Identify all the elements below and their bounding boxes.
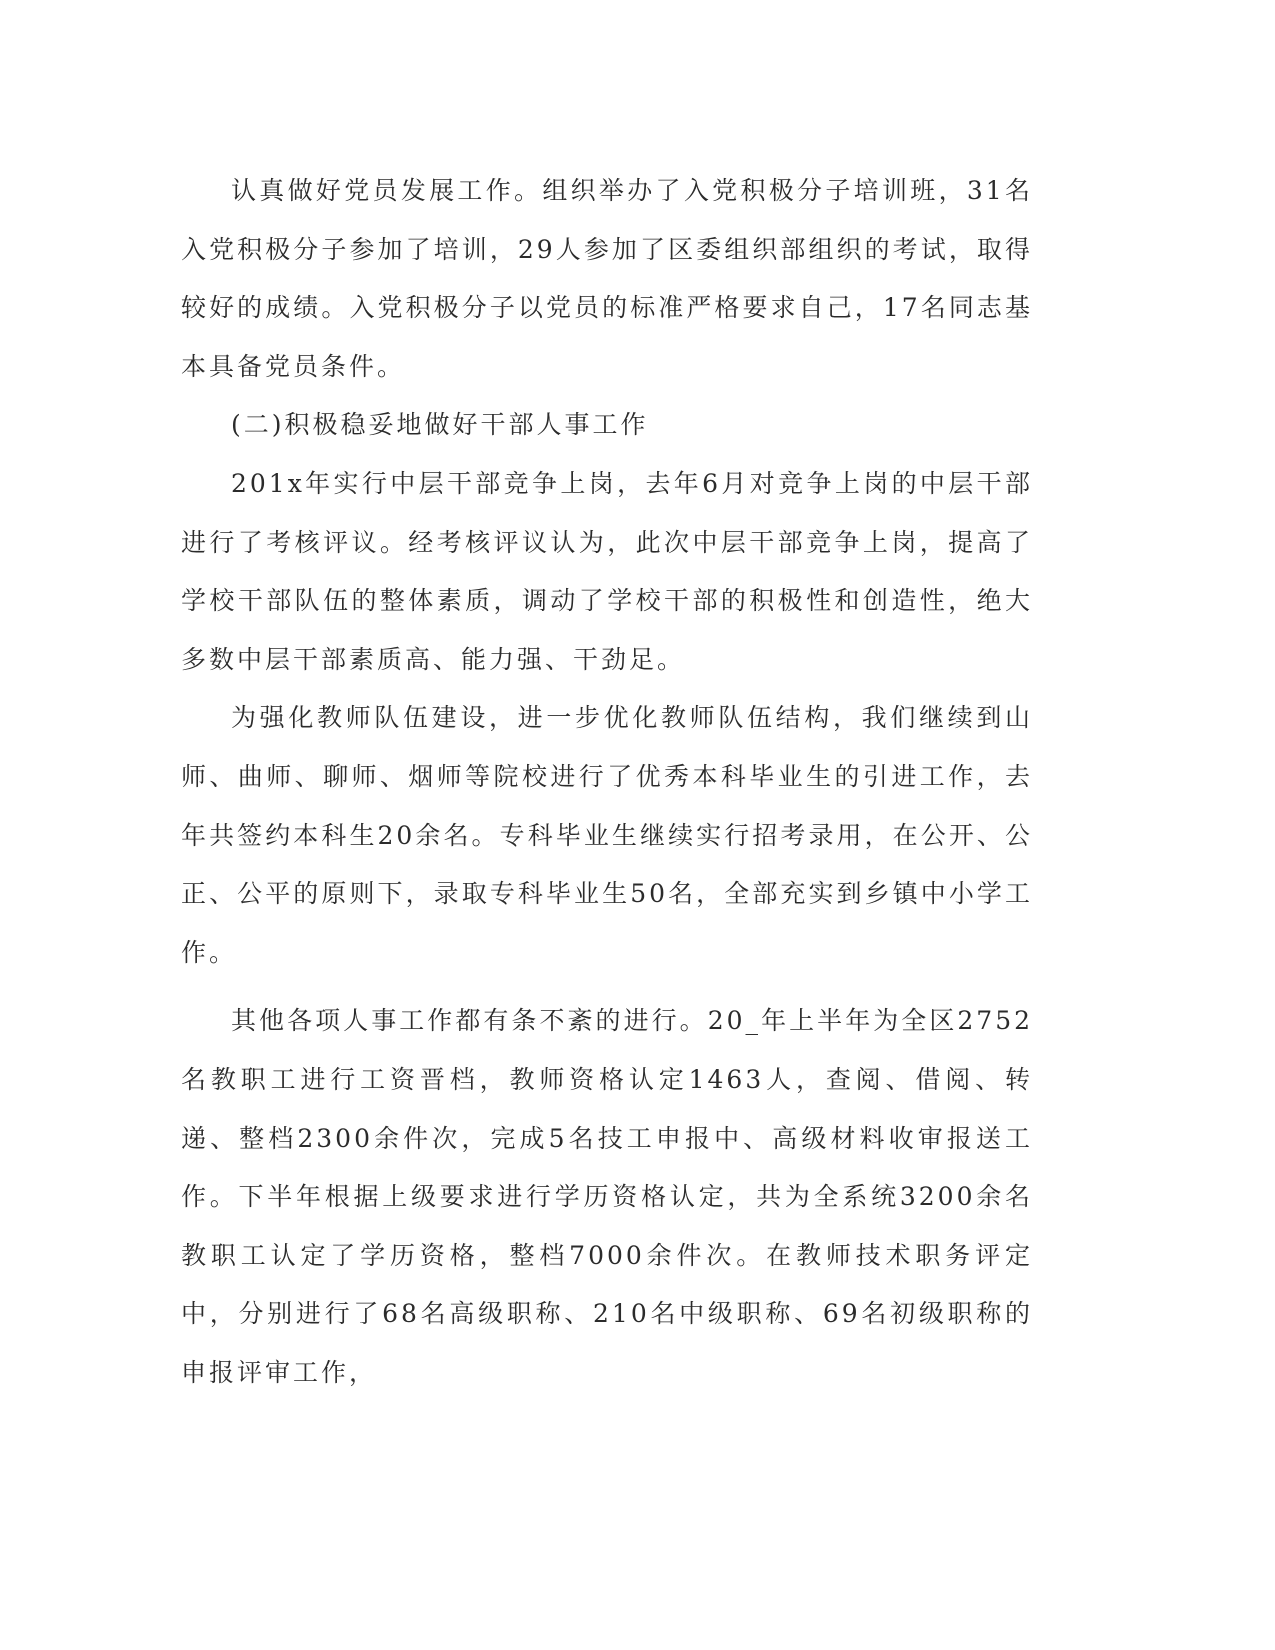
section-heading-cadre-personnel: (二)积极稳妥地做好干部人事工作 [231,410,649,440]
paragraph-party-development: 认真做好党员发展工作。组织举办了入党积极分子培训班，31名入党积极分子参加了培训，29人参加了区委组织部组织的考试，取得较好的成绩。入党积极分子以党员的标准严格要求自己，17名同志基本具备党员条件。 [181,176,1033,381]
paragraph-other-personnel-work: 其他各项人事工作都有条不紊的进行。20_年上半年为全区2752名教职工进行工资晋档，教师资格认定1463人，查阅、借阅、转递、整档2300余件次，完成5名技工申报中、高级材料收审报送工作。下半年根据上级要求进行学历资格认定，共为全系统3200余名教职工认定了学历资格，整档7000余件次。在教师技术职务评定中，分别进行了68名高级职称、210名中级职称、69名初级职称的申报评审工作， [181,1006,1033,1387]
paragraph-mid-level-cadre-competition: 201x年实行中层干部竞争上岗，去年6月对竞争上岗的中层干部进行了考核评议。经考核评议认为，此次中层干部竞争上岗，提高了学校干部队伍的整体素质，调动了学校干部的积极性和创造性，绝大多数中层干部素质高、能力强、干劲足。 [181,468,1033,674]
paragraph-teacher-recruitment: 为强化教师队伍建设，进一步优化教师队伍结构，我们继续到山师、曲师、聊师、烟师等院校进行了优秀本科毕业生的引进工作，去年共签约本科生20余名。专科毕业生继续实行招考录用，在公开、公正、公平的原则下，录取专科毕业生50名，全部充实到乡镇中小学工作。 [181,703,1033,967]
document-body [181,162,1033,1402]
